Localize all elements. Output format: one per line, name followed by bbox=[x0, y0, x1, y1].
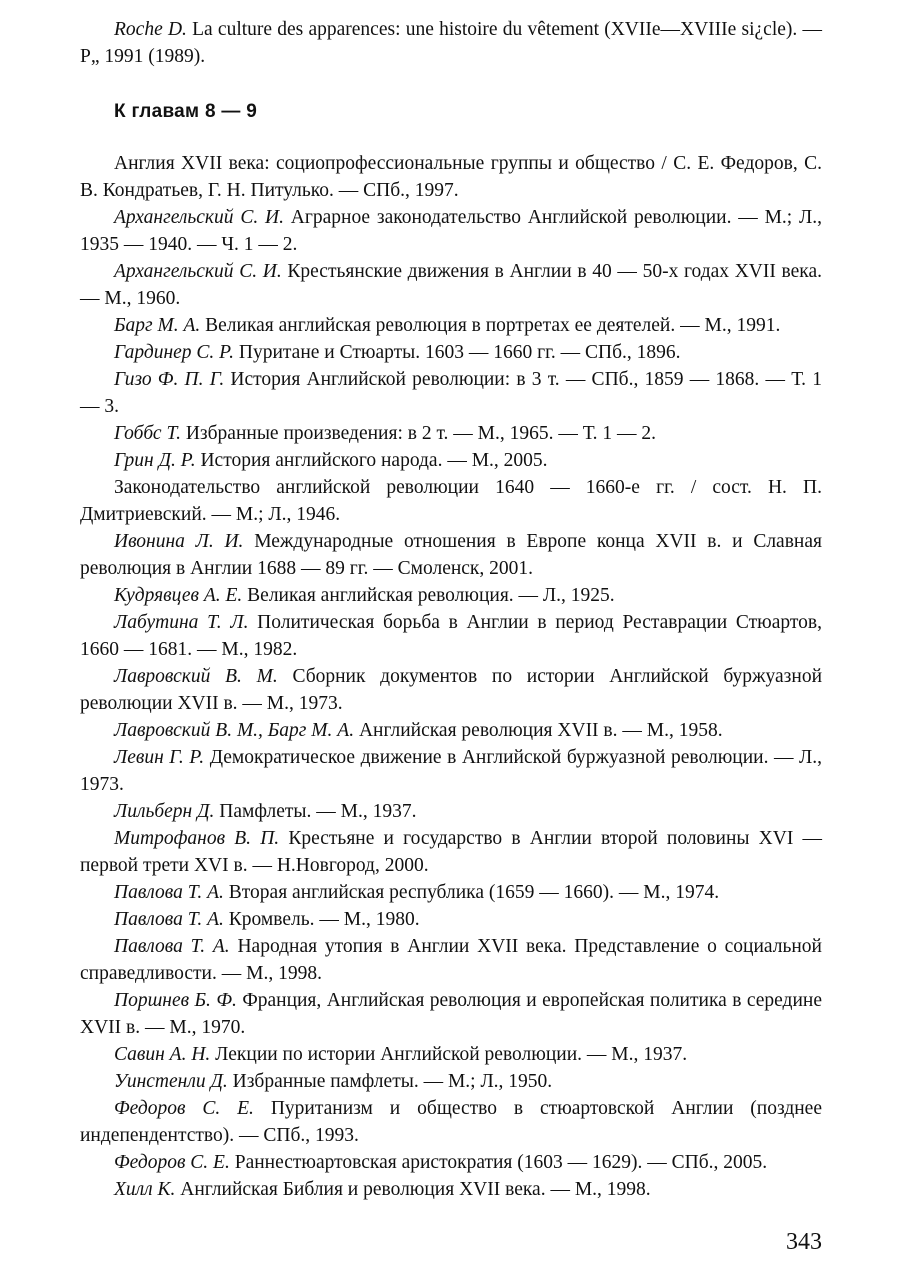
entry-text: Политическая борьба в Англии в период Реставрации Стюартов, 1660 — 1681. — М., 1982. bbox=[80, 612, 822, 660]
entry-author: Лавровский В. М. bbox=[114, 666, 278, 687]
bibliography-entry bbox=[80, 1176, 822, 1203]
entry-author: Савин А. Н. bbox=[114, 1044, 211, 1065]
entry-author: Павлова Т. А. bbox=[114, 882, 224, 903]
bibliography-entry bbox=[80, 447, 822, 474]
book-page bbox=[80, 16, 822, 1203]
bibliography-entry bbox=[80, 744, 822, 798]
bibliography-entry bbox=[80, 582, 822, 609]
entry-text: La culture des apparences: une histoire du vêtement (XVIIe—XVIIIe si¿cle). — P„ 1991 (1989). bbox=[80, 19, 822, 67]
bibliography-entry bbox=[80, 1149, 822, 1176]
bibliography-list bbox=[80, 150, 822, 1203]
entry-text: Кромвель. — М., 1980. bbox=[223, 909, 420, 930]
entry-text: Народная утопия в Англии XVII века. Представление о социальной справедливости. — М., 1998. bbox=[80, 936, 822, 984]
entry-author: Гоббс Т. bbox=[114, 423, 181, 444]
page-number: 343 bbox=[786, 1229, 822, 1255]
entry-author: Хилл К. bbox=[114, 1179, 176, 1200]
bibliography-entry bbox=[80, 825, 822, 879]
bibliography-entry bbox=[80, 906, 822, 933]
entry-author: Ивонина Л. И. bbox=[114, 531, 244, 552]
entry-text: Пуританизм и общество в стюартовской Англии (позднее индепендентство). — СПб., 1993. bbox=[80, 1098, 822, 1146]
entry-text: Раннестюартовская аристократия (1603 — 1629). — СПб., 2005. bbox=[229, 1152, 768, 1173]
bibliography-entry bbox=[80, 366, 822, 420]
bibliography-entry bbox=[80, 933, 822, 987]
entry-author: Гизо Ф. П. Г. bbox=[114, 369, 225, 390]
bibliography-entry bbox=[80, 204, 822, 258]
bibliography-entry bbox=[80, 420, 822, 447]
entry-author: Митрофанов В. П. bbox=[114, 828, 280, 849]
section-heading: К главам 8 — 9 bbox=[114, 101, 258, 122]
entry-author: Грин Д. Р. bbox=[114, 450, 196, 471]
entry-author: Лабутина Т. Л. bbox=[114, 612, 249, 633]
entry-text: Английская Библия и революция XVII века. — М., 1998. bbox=[175, 1179, 651, 1200]
bibliography-entry bbox=[80, 717, 822, 744]
entry-author: Павлова Т. А. bbox=[114, 936, 230, 957]
entry-text: Крестьяне и государство в Англии второй половины XVI — первой трети XVI в. — Н.Новгород, 2000. bbox=[80, 828, 822, 876]
bibliography-entry bbox=[80, 1095, 822, 1149]
bibliography-entry bbox=[80, 474, 822, 528]
entry-author: Федоров С. Е. bbox=[114, 1152, 230, 1173]
entry-text: Великая английская революция. — Л., 1925. bbox=[242, 585, 615, 606]
entry-text: Аграрное законодательство Английской революции. — М.; Л., 1935 — 1940. — Ч. 1 — 2. bbox=[80, 207, 822, 255]
entry-author: Архангельский С. И. bbox=[114, 207, 284, 228]
entry-author: Архангельский С. И. bbox=[114, 261, 282, 282]
entry-author: Лавровский В. М., Барг М. А. bbox=[114, 720, 355, 741]
bibliography-entry bbox=[80, 798, 822, 825]
entry-text: Англия XVII века: социопрофессиональные группы и общество / С. Е. Федоров, С. В. Кондратьев, Г. Н. Питулько. — СПб., 1997. bbox=[80, 153, 822, 201]
entry-text: Великая английская революция в портретах ее деятелей. — М., 1991. bbox=[200, 315, 781, 336]
bibliography-entry bbox=[80, 1041, 822, 1068]
bibliography-entry bbox=[80, 663, 822, 717]
entry-author: Павлова Т. А. bbox=[114, 909, 224, 930]
bibliography-entry bbox=[80, 987, 822, 1041]
entry-author: Гардинер С. Р. bbox=[114, 342, 235, 363]
entry-author: Поршнев Б. Ф. bbox=[114, 990, 237, 1011]
entry-author: Уинстенли Д. bbox=[114, 1071, 228, 1092]
bibliography-entry bbox=[80, 1068, 822, 1095]
entry-text: Лекции по истории Английской революции. — М., 1937. bbox=[210, 1044, 688, 1065]
bibliography-entry bbox=[80, 258, 822, 312]
entry-text: Памфлеты. — М., 1937. bbox=[214, 801, 417, 822]
bibliography-entry bbox=[80, 150, 822, 204]
entry-text: Франция, Английская революция и европейская политика в середине XVII в. — М., 1970. bbox=[80, 990, 822, 1038]
bibliography-entry bbox=[80, 339, 822, 366]
bibliography-entry bbox=[80, 528, 822, 582]
entry-text: Демократическое движение в Английской буржуазной революции. — Л., 1973. bbox=[80, 747, 822, 795]
entry-text: История английского народа. — М., 2005. bbox=[195, 450, 548, 471]
entry-author: Кудрявцев А. Е. bbox=[114, 585, 243, 606]
entry-text: Вторая английская республика (1659 — 1660). — М., 1974. bbox=[223, 882, 720, 903]
bibliography-entry bbox=[80, 879, 822, 906]
bibliography-entry bbox=[80, 609, 822, 663]
entry-text: Крестьянские движения в Англии в 40 — 50-х годах XVII века. — М., 1960. bbox=[80, 261, 822, 309]
entry-text: Сборник документов по истории Английской буржуазной революции XVII в. — М., 1973. bbox=[80, 666, 823, 714]
entry-author: Roche D. bbox=[114, 19, 187, 40]
entry-author: Барг М. А. bbox=[114, 315, 201, 336]
entry-author: Лильберн Д. bbox=[114, 801, 215, 822]
entry-text: История Английской революции: в 3 т. — СПб., 1859 — 1868. — Т. 1 — 3. bbox=[80, 369, 822, 417]
entry-author: Левин Г. Р. bbox=[114, 747, 205, 768]
entry-text: Международные отношения в Европе конца XVII в. и Славная революция в Англии 1688 — 89 гг. — Смоленск, 2001. bbox=[80, 531, 822, 579]
entry-text: Законодательство английской революции 1640 — 1660-е гг. / сост. Н. П. Дмитриевский. — М.; Л., 1946. bbox=[80, 477, 822, 525]
entry-text: Избранные памфлеты. — М.; Л., 1950. bbox=[227, 1071, 553, 1092]
entry-author: Федоров С. Е. bbox=[114, 1098, 254, 1119]
bibliography-entry-continued bbox=[80, 16, 822, 70]
entry-text: Английская революция XVII в. — М., 1958. bbox=[354, 720, 723, 741]
entry-text: Пуритане и Стюарты. 1603 — 1660 гг. — СПб., 1896. bbox=[234, 342, 681, 363]
bibliography-entry bbox=[80, 312, 822, 339]
entry-text: Избранные произведения: в 2 т. — М., 1965. — Т. 1 — 2. bbox=[180, 423, 657, 444]
